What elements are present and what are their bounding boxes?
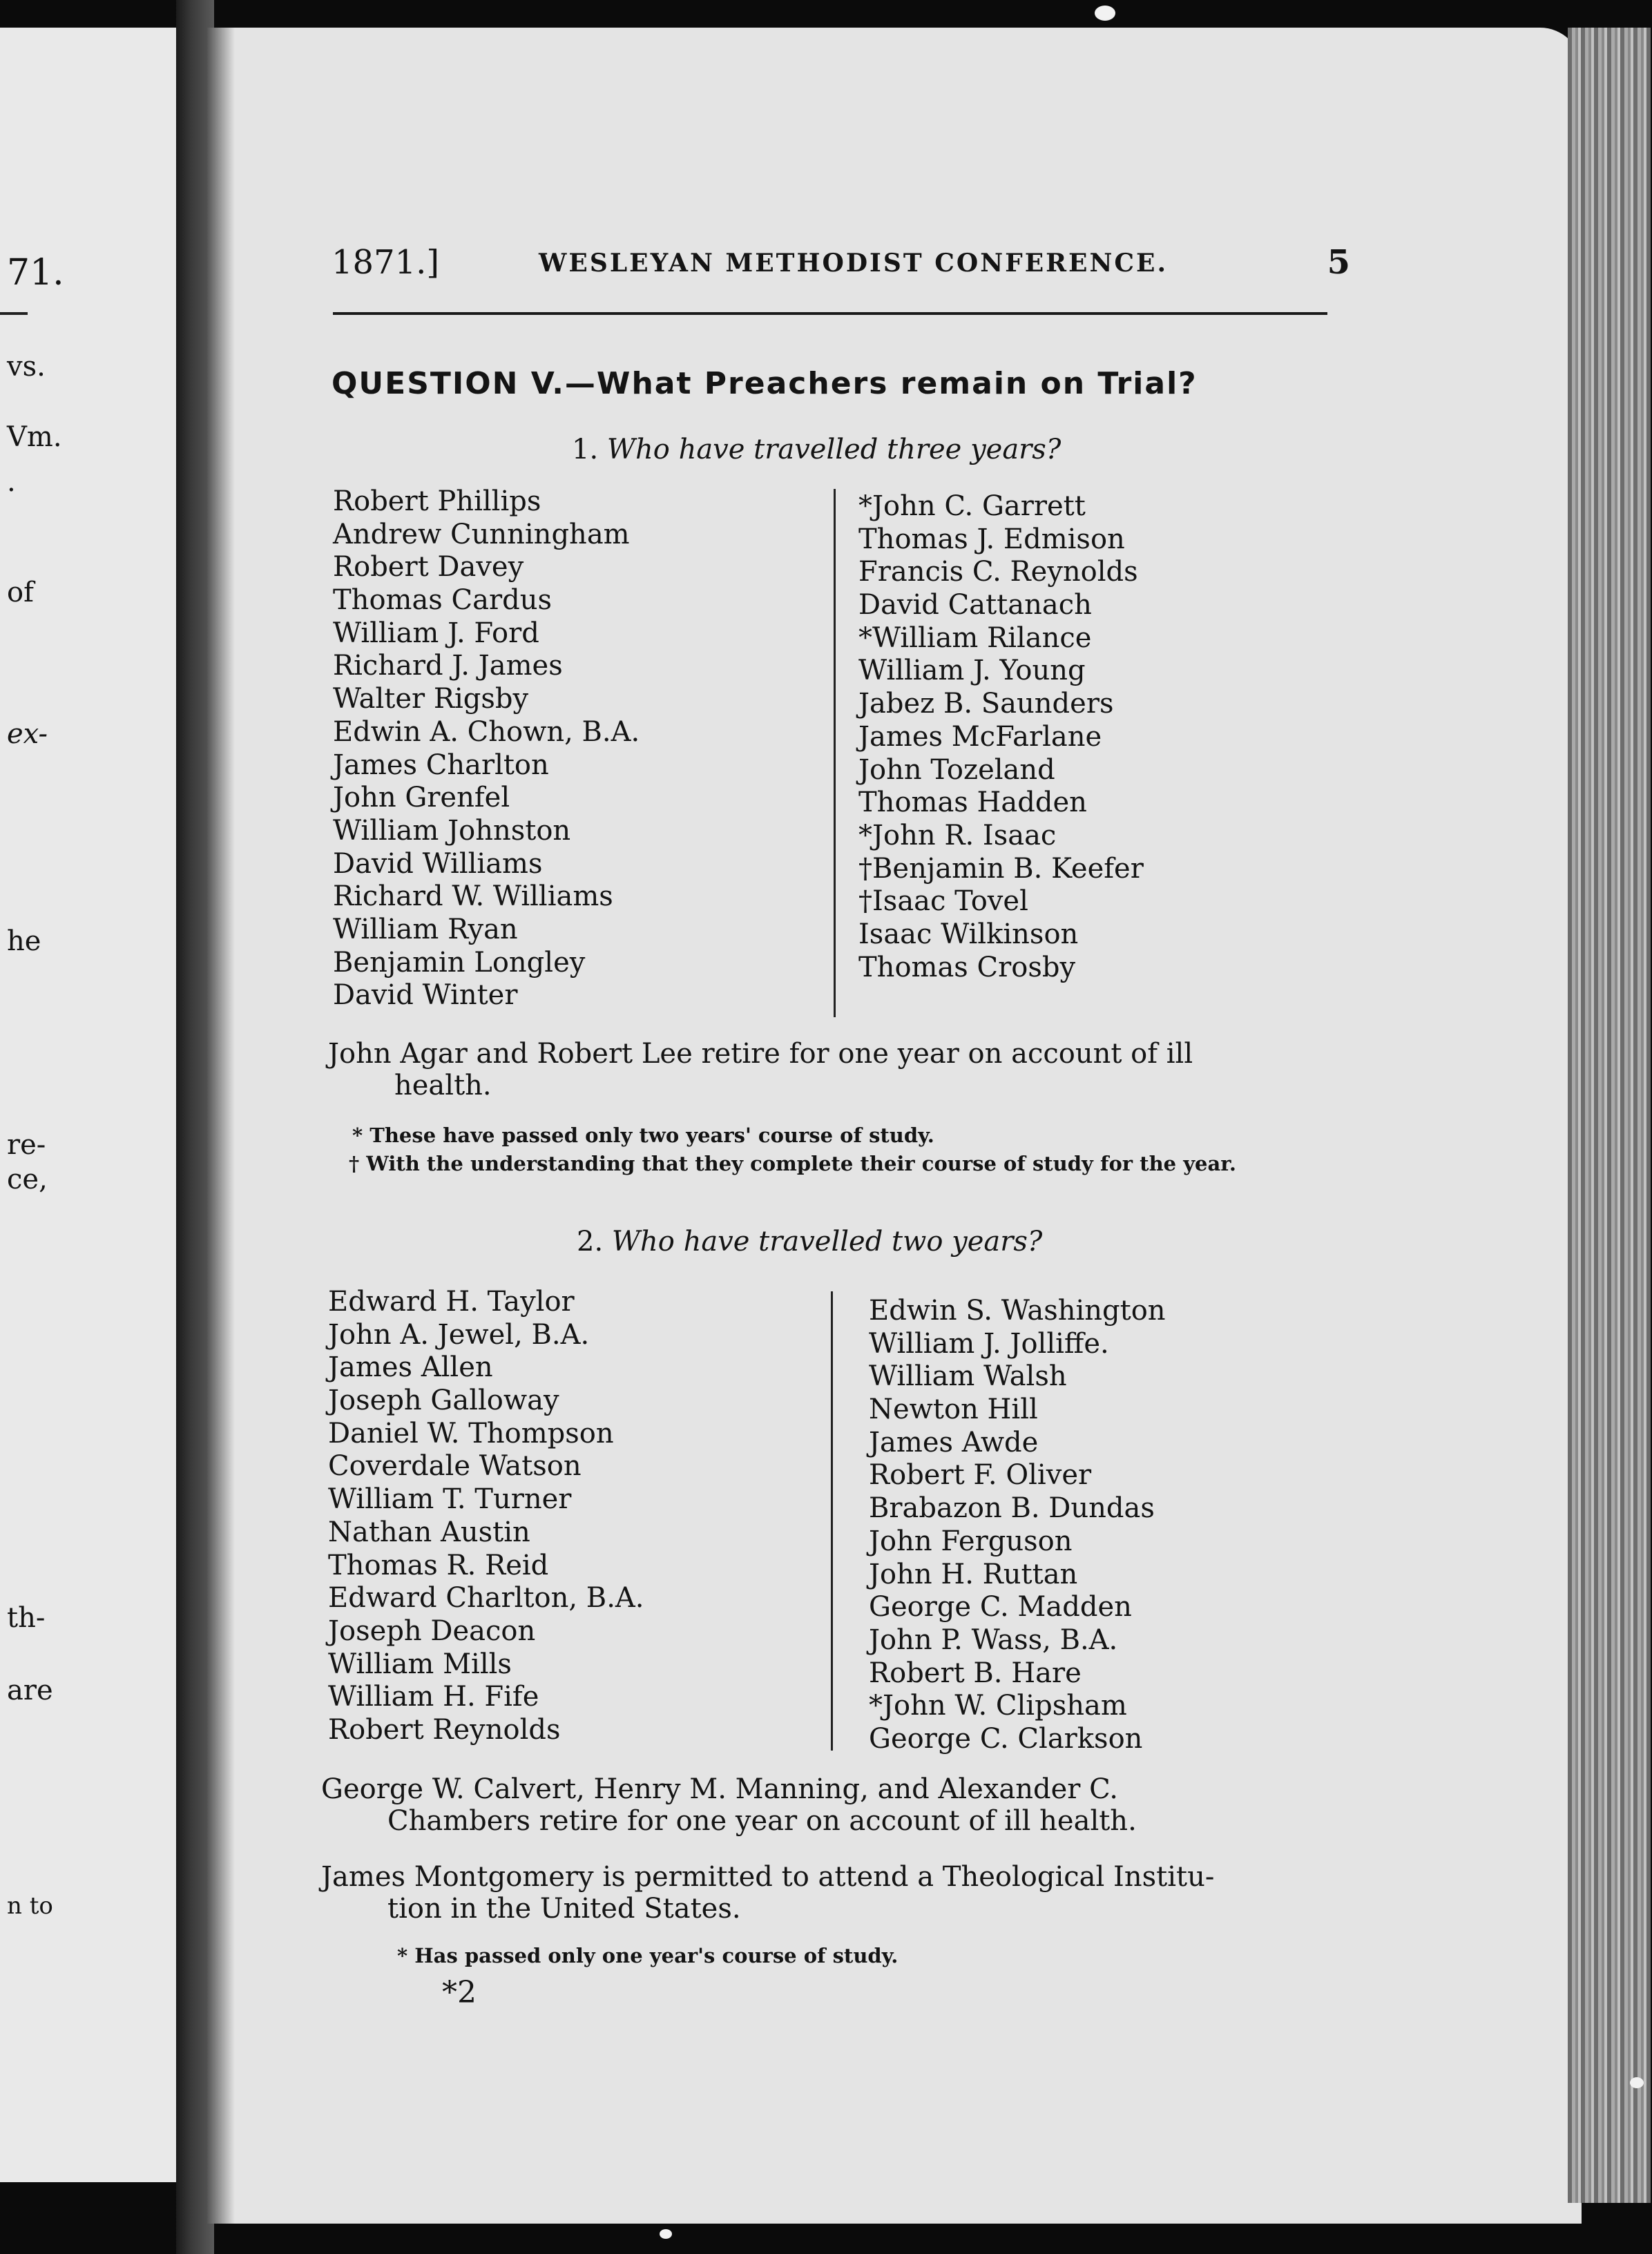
- preacher-name: John P. Wass, B.A.: [869, 1624, 1118, 1656]
- preacher-name: George C. Clarkson: [869, 1722, 1143, 1755]
- preacher-name: Joseph Deacon: [328, 1615, 536, 1647]
- section-2-question: Who have travelled two years?: [611, 1226, 1043, 1258]
- preacher-name: Newton Hill: [869, 1394, 1038, 1426]
- section-1-heading: [572, 434, 1061, 465]
- retirement-note-line: John Agar and Robert Lee retire for one year on account of ill: [328, 1038, 1193, 1070]
- preacher-name: William T. Turner: [328, 1483, 572, 1516]
- preacher-name: James Charlton: [333, 749, 549, 781]
- column-divider: [831, 1291, 833, 1751]
- facing-page-fragment: [0, 28, 176, 2182]
- preacher-name: Robert B. Hare: [869, 1657, 1082, 1689]
- retirement-note: [328, 1038, 1343, 1101]
- facing-page-text: n to: [7, 1892, 53, 1920]
- facing-page-text: ex-: [7, 718, 48, 750]
- section-1-number: 1.: [572, 434, 599, 465]
- preacher-name: James Awde: [869, 1426, 1039, 1458]
- facing-page-text: he: [7, 925, 41, 957]
- preacher-name: David Cattanach: [858, 589, 1092, 622]
- preacher-name: Edward H. Taylor: [328, 1286, 575, 1318]
- preacher-name: *John W. Clipsham: [869, 1690, 1127, 1722]
- preacher-name: †Isaac Tovel: [858, 885, 1028, 918]
- preacher-name: James Allen: [328, 1351, 493, 1384]
- preacher-name: Nathan Austin: [328, 1516, 530, 1548]
- preacher-name: Edwin S. Washington: [869, 1295, 1166, 1327]
- facing-page-text: th-: [7, 1602, 46, 1634]
- permission-note-line: James Montgomery is permitted to attend a Theological Institu-: [321, 1861, 1215, 1893]
- preacher-name: William J. Ford: [333, 617, 539, 649]
- preacher-name: James McFarlane: [858, 720, 1102, 753]
- section-1-question: Who have travelled three years?: [606, 434, 1062, 465]
- preacher-name: David Winter: [333, 979, 518, 1012]
- preacher-name: Brabazon B. Dundas: [869, 1492, 1155, 1525]
- preacher-name: Robert Reynolds: [328, 1713, 561, 1746]
- preacher-name: Daniel W. Thompson: [328, 1417, 614, 1449]
- section-1-left-list: [333, 485, 640, 1012]
- preacher-name: *John R. Isaac: [858, 819, 1057, 851]
- preacher-name: John A. Jewel, B.A.: [328, 1318, 590, 1351]
- section-2-heading: [577, 1226, 1042, 1258]
- permission-note: [321, 1861, 1343, 1925]
- preacher-name: Francis C. Reynolds: [858, 556, 1138, 588]
- preacher-name: Robert F. Oliver: [869, 1459, 1092, 1492]
- scan-speck: [1630, 2077, 1644, 2088]
- retirement-note-line: health.: [394, 1070, 492, 1101]
- footnote: * Has passed only one year's course of study.: [397, 1944, 899, 1967]
- preacher-name: Robert Phillips: [333, 485, 541, 517]
- facing-page-text: vs.: [7, 351, 46, 383]
- column-divider: [834, 489, 836, 1017]
- retirement-note-line: Chambers retire for one year on account of ill health.: [387, 1805, 1137, 1837]
- preacher-name: William H. Fife: [328, 1681, 539, 1713]
- preacher-name: Joseph Galloway: [328, 1385, 559, 1417]
- page-shadow: [207, 28, 235, 2224]
- preacher-name: †Benjamin B. Keefer: [858, 852, 1144, 885]
- preacher-name: Thomas Cardus: [333, 584, 553, 617]
- facing-page-text: .: [7, 466, 16, 498]
- section-1-right-list: [858, 490, 1144, 984]
- preacher-name: William Walsh: [869, 1360, 1067, 1393]
- preacher-name: David Williams: [333, 847, 543, 880]
- retirement-note-line: George W. Calvert, Henry M. Manning, and Alexander C.: [321, 1773, 1119, 1805]
- section-2-right-list: [869, 1295, 1166, 1756]
- preacher-name: Thomas Hadden: [858, 787, 1087, 819]
- preacher-name: William Ryan: [333, 913, 518, 945]
- running-head-year: 1871.]: [332, 243, 440, 282]
- page-edges: [1568, 28, 1651, 2203]
- footnote: * These have passed only two years' course of study.: [352, 1124, 934, 1147]
- retirement-note: [321, 1773, 1343, 1837]
- preacher-name: William Johnston: [333, 814, 571, 847]
- facing-page-text: are: [7, 1675, 53, 1706]
- preacher-name: Andrew Cunningham: [333, 518, 630, 550]
- preacher-name: John Grenfel: [333, 782, 510, 814]
- preacher-name: Jabez B. Saunders: [858, 688, 1114, 720]
- header-rule: [333, 312, 1327, 315]
- preacher-name: Edwin A. Chown, B.A.: [333, 715, 640, 748]
- running-head: [332, 243, 1350, 285]
- preacher-name: Thomas J. Edmison: [858, 523, 1125, 555]
- section-2-left-list: [328, 1286, 644, 1747]
- preacher-name: Thomas R. Reid: [328, 1549, 549, 1581]
- permission-note-line: tion in the United States.: [387, 1893, 741, 1925]
- question-heading: QUESTION V.—What Preachers remain on Trial?: [332, 366, 1198, 401]
- preacher-name: Richard W. Williams: [333, 880, 613, 913]
- preacher-name: Benjamin Longley: [333, 946, 586, 979]
- preacher-name: John Ferguson: [869, 1525, 1073, 1557]
- section-2-number: 2.: [577, 1226, 604, 1258]
- preacher-name: William J. Young: [858, 655, 1086, 687]
- preacher-name: John Tozeland: [858, 753, 1055, 786]
- preacher-name: Walter Rigsby: [333, 683, 529, 715]
- preacher-name: Richard J. James: [333, 650, 563, 682]
- preacher-name: *William Rilance: [858, 622, 1092, 654]
- preacher-name: Robert Davey: [333, 551, 524, 584]
- facing-page-text: ce,: [7, 1164, 48, 1195]
- facing-page-text: of: [7, 577, 34, 608]
- running-head-title: WESLEYAN METHODIST CONFERENCE.: [539, 249, 1169, 278]
- facing-page-text: Vm.: [7, 421, 62, 453]
- preacher-name: *John C. Garrett: [858, 490, 1086, 522]
- footnote: † With the understanding that they complete their course of study for the year.: [349, 1152, 1237, 1175]
- facing-page-text: re-: [7, 1129, 46, 1161]
- preacher-name: William J. Jolliffe.: [869, 1327, 1109, 1360]
- preacher-name: Thomas Crosby: [858, 951, 1076, 983]
- preacher-name: George C. Madden: [869, 1591, 1132, 1624]
- preacher-name: Isaac Wilkinson: [858, 918, 1079, 950]
- preacher-name: Edward Charlton, B.A.: [328, 1582, 644, 1615]
- preacher-name: John H. Ruttan: [869, 1558, 1078, 1590]
- facing-page-text: 71.: [7, 252, 64, 293]
- facing-page-rule: [0, 312, 28, 315]
- signature-mark: *2: [442, 1975, 477, 2010]
- preacher-name: Coverdale Watson: [328, 1450, 582, 1483]
- scan-speck: [1095, 6, 1115, 21]
- scan-speck: [660, 2229, 672, 2239]
- preacher-name: William Mills: [328, 1648, 512, 1680]
- page-number: 5: [1327, 243, 1350, 282]
